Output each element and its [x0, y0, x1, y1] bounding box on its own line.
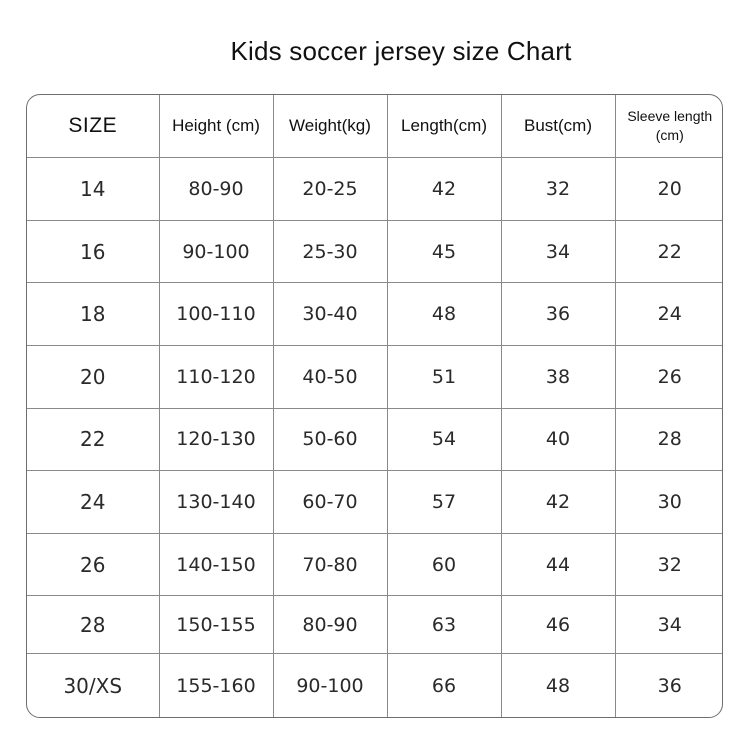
header-sleeve-unit: (cm) [655, 127, 684, 143]
cell-bust: 46 [501, 596, 615, 654]
cell-bust: 44 [501, 533, 615, 595]
cell-sleeve: 20 [615, 158, 723, 221]
cell-sleeve: 26 [615, 346, 723, 408]
cell-weight: 90-100 [273, 654, 387, 717]
cell-weight: 20-25 [273, 158, 387, 221]
cell-bust: 32 [501, 158, 615, 221]
cell-size: 22 [27, 408, 159, 470]
size-chart-table [27, 95, 723, 717]
cell-sleeve: 28 [615, 408, 723, 470]
header-bust: Bust(cm) [501, 95, 615, 158]
cell-height: 100-110 [159, 283, 273, 346]
table-row [27, 470, 723, 533]
cell-size: 16 [27, 221, 159, 283]
cell-weight: 50-60 [273, 408, 387, 470]
cell-height: 140-150 [159, 533, 273, 595]
cell-size: 28 [27, 596, 159, 654]
cell-length: 42 [387, 158, 501, 221]
cell-size: 26 [27, 533, 159, 595]
cell-length: 66 [387, 654, 501, 717]
cell-length: 57 [387, 470, 501, 533]
header-height: Height (cm) [159, 95, 273, 158]
cell-sleeve: 32 [615, 533, 723, 595]
cell-length: 54 [387, 408, 501, 470]
cell-length: 60 [387, 533, 501, 595]
cell-bust: 38 [501, 346, 615, 408]
header-sleeve-length [615, 95, 723, 158]
cell-bust: 40 [501, 408, 615, 470]
table-row [27, 346, 723, 408]
cell-size: 24 [27, 470, 159, 533]
table-row [27, 408, 723, 470]
table-row [27, 221, 723, 283]
cell-bust: 48 [501, 654, 615, 717]
cell-length: 51 [387, 346, 501, 408]
cell-height: 130-140 [159, 470, 273, 533]
cell-sleeve: 30 [615, 470, 723, 533]
cell-height: 80-90 [159, 158, 273, 221]
page-title: Kids soccer jersey size Chart [230, 36, 572, 66]
cell-length: 63 [387, 596, 501, 654]
cell-sleeve: 36 [657, 674, 682, 697]
table-row [27, 533, 723, 595]
cell-length: 48 [387, 283, 501, 346]
cell-sleeve: 22 [615, 221, 723, 283]
table-row [27, 654, 723, 717]
cell-height: 110-120 [159, 346, 273, 408]
table-row [27, 158, 723, 221]
header-size: SIZE [27, 95, 159, 158]
cell-sleeve: 24 [615, 283, 723, 346]
table-row [27, 283, 723, 346]
cell-weight: 40-50 [273, 346, 387, 408]
cell-height: 155-160 [159, 654, 273, 717]
cell-size: 18 [27, 283, 159, 346]
cell-bust: 42 [501, 470, 615, 533]
cell-height: 150-155 [159, 596, 273, 654]
cell-size: 14 [27, 158, 159, 221]
cell-bust: 34 [501, 221, 615, 283]
cell-weight: 25-30 [273, 221, 387, 283]
cell-weight: 60-70 [273, 470, 387, 533]
cell-weight: 70-80 [273, 533, 387, 595]
header-row [27, 95, 723, 158]
size-chart-table-frame [26, 94, 723, 718]
cell-height: 120-130 [159, 408, 273, 470]
cell-weight: 80-90 [273, 596, 387, 654]
cell-size: 20 [27, 346, 159, 408]
header-sleeve-label: Sleeve length [627, 108, 713, 124]
header-weight: Weight(kg) [273, 95, 387, 158]
cell-weight: 30-40 [273, 283, 387, 346]
cell-bust: 36 [501, 283, 615, 346]
cell-size: 30/XS [27, 654, 159, 717]
cell-length: 45 [387, 221, 501, 283]
cell-sleeve: 34 [615, 596, 723, 654]
header-length: Length(cm) [387, 95, 501, 158]
cell-height: 90-100 [159, 221, 273, 283]
table-row [27, 596, 723, 654]
